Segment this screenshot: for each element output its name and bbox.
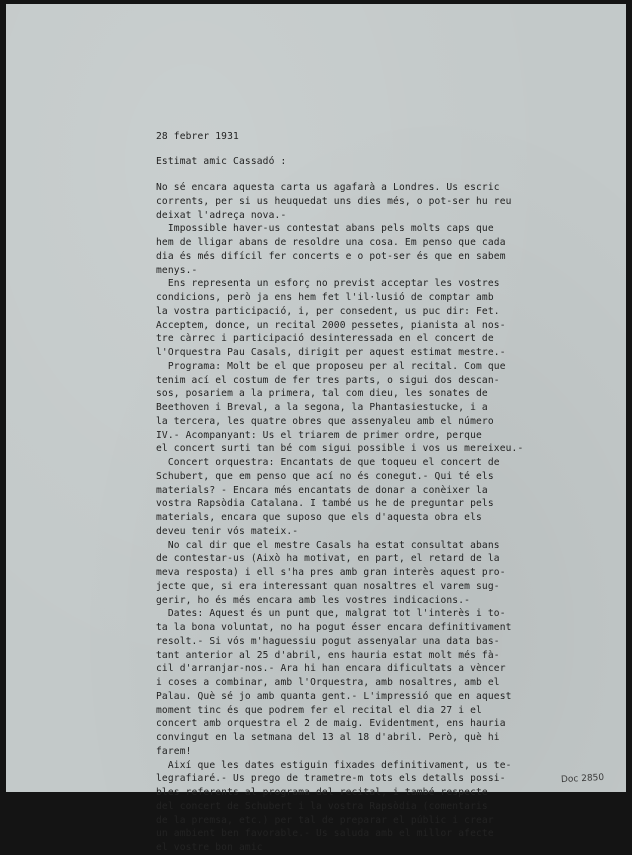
letter-line: jecte que, si era interessant quan nosaltres el varem sug- (156, 580, 500, 592)
letter-line: legrafiaré.- Us prego de trametre-m tots els detalls possi- (156, 773, 506, 785)
letter-line: Així que les dates estiguin fixades definitivament, us te- (156, 759, 512, 771)
letter-line: farem! (156, 745, 192, 757)
letter-date: 28 febrer 1931 (156, 131, 239, 142)
letter-line: bles referents al programa del recital, i també respecte (156, 787, 488, 798)
letter-line: dia és més difícil fer concerts e o pot-ser és que en sabem (156, 250, 506, 262)
letter-line: ta la bona voluntat, no ha pogut ésser encara definitivament (156, 622, 512, 633)
letter-line: un ambient ben favorable.- Us saluda amb el millor afecte (156, 828, 494, 840)
letter-line: l'Orquestra Pau Casals, dirigit per aquest estimat mestre.- (156, 347, 506, 358)
letter-line: convingut en la setmana del 13 al 18 d'abril. Però, què hi (156, 732, 500, 743)
letter-line: el concert surti tan bé com sigui possible i vos us mereixeu.- (156, 443, 524, 455)
letter-body (6, 4, 626, 853)
letter-line: No sé encara aquesta carta us agafarà a Londres. Us escric (156, 182, 500, 193)
letter-line: IV.- Acompanyant: Us el triarem de primer ordre, perque (156, 429, 482, 441)
letter-line: deveu tenir vós mateix.- (156, 525, 299, 537)
letter-line: de la premsa, etc.) per tal de preparar el públic i crear (156, 814, 494, 826)
letter-line: tre càrrec i participació desinteressada en el concert de (156, 333, 494, 345)
letter-line: Schubert, que em penso que ací no és conegut.- Qui té els (156, 470, 494, 482)
letter-line: menys.- (156, 264, 198, 276)
letter-line: materials? - Encara més encantats de donar a conèixer la (156, 484, 488, 496)
letter-line: la tercera, les quatre obres que assenyaleu amb el número (156, 415, 494, 427)
letter-line: de contestar-us (Això ha motivat, en part, el retard de la (156, 553, 500, 565)
letter-line: vostra Rapsòdia Catalana. I també us he de preguntar pels (156, 498, 494, 510)
letter-line: Beethoven i Breval, a la segona, la Phantasiestucke, i a (156, 402, 488, 413)
letter-line: gerir, ho és més encara amb les vostres indicacions.- (156, 594, 471, 606)
letter-line: resolt.- Si vós m'haguessiu pogut assenyalar una data bas- (156, 635, 500, 647)
letter-line: Concert orquestra: Encantats de que toqueu el concert de (156, 457, 500, 468)
letter-line: la vostra participació, i, per consedent, us puc dir: Fet. (156, 305, 500, 317)
letter-line: tant anterior al 25 d'abril, ens hauria estat molt més fà- (156, 649, 500, 661)
letter-line: Palau. Què sé jo amb quanta gent.- L'impressió que en aquest (156, 690, 512, 702)
letter-line: cil d'arranjar-nos.- Ara hi han encara dificultats a vèncer (156, 663, 506, 675)
letter-line: Dates: Aquest és un punt que, malgrat tot l'interès i to- (156, 608, 506, 620)
letter-line: corrents, per si us heuquedat uns dies més, o pot-ser hu reu (156, 195, 512, 207)
letter-line: Ens representa un esforç no previst acceptar les vostres (156, 278, 500, 290)
letter-line: moment tinc és que podrem fer el recital el dia 27 i el (156, 704, 482, 716)
letter-line: sos, posariem a la primera, tal com dieu, les sonates de (156, 388, 488, 400)
letter-line: deixat l'adreça nova.- (156, 209, 287, 221)
letter-line: concert amb orquestra el 2 de maig. Evidentment, ens hauria (156, 718, 506, 730)
letter-line: tenim ací el costum de fer tres parts, o sigui dos descan- (156, 374, 500, 386)
letter-line: condicions, però ja ens hem fet l'il·lusió de comptar amb (156, 292, 494, 303)
letter-page (6, 4, 626, 853)
letter-line: del concert de Schubert i la vostra Rapsòdia (comentaris (156, 800, 488, 812)
letter-line: meva resposta) i ell s'ha pres amb gran interès aquest pro- (156, 567, 506, 578)
letter-line: Programa: Molt be el que proposeu per al recital. Com que (156, 360, 506, 372)
letter-line: el vostre bon amic (156, 842, 263, 853)
letter-salutation: Estimat amic Cassadó : (156, 156, 287, 167)
document-number-stamp: Doc 2850 (560, 772, 605, 786)
letter-line: Acceptem, donce, un recital 2000 pessetes, pianista al nos- (156, 319, 506, 331)
letter-line: materials, encara que suposo que els d'aquesta obra els (156, 512, 482, 523)
letter-line: Impossible haver-us contestat abans pels molts caps que (156, 223, 494, 235)
letter-line: hem de lligar abans de resoldre una cosa. Em penso que cada (156, 237, 506, 248)
letter-line: i coses a combinar, amb l'Orquestra, amb nosaltres, amb el (156, 677, 500, 688)
letter-line: No cal dir que el mestre Casals ha estat consultat abans (156, 539, 500, 551)
